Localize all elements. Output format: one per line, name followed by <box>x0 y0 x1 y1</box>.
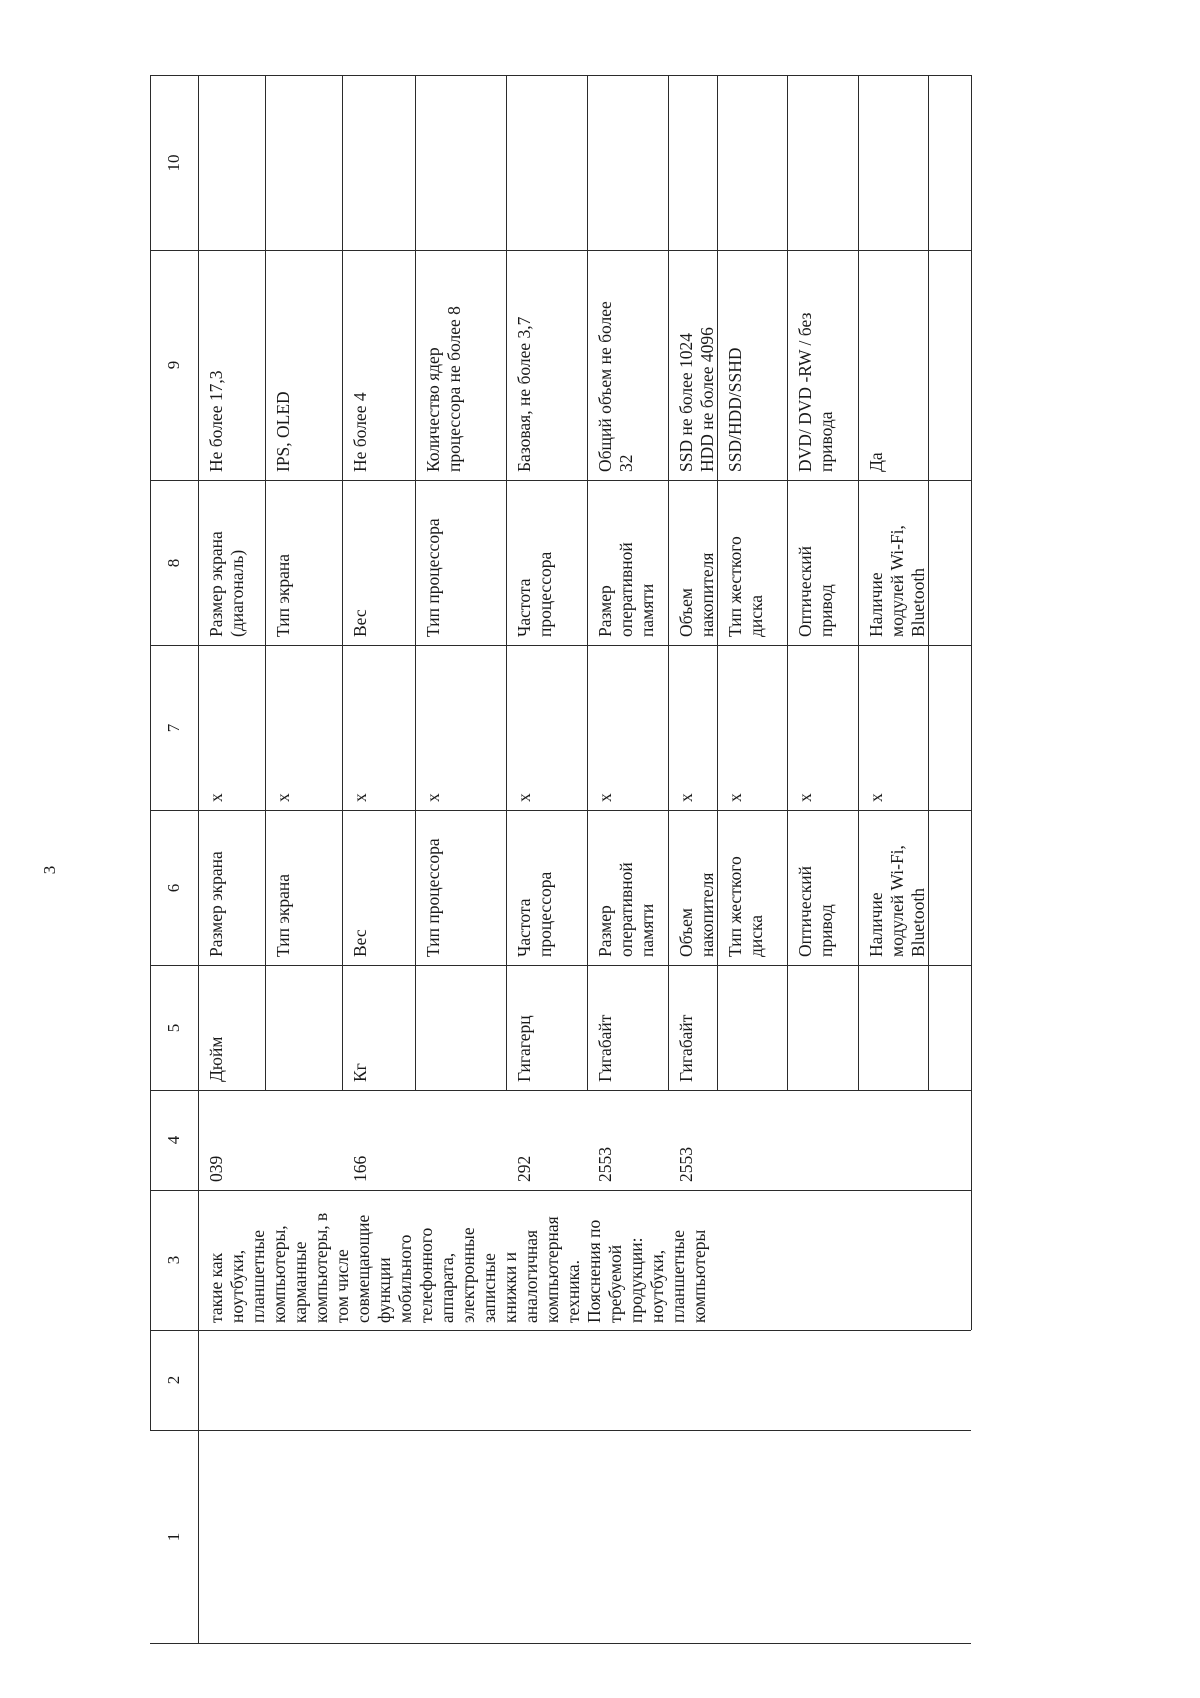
cell-r6-col-9: Общий объем не более 32 <box>595 301 636 472</box>
column-header-6: 6 <box>164 883 183 892</box>
cell-r2-col-7: x <box>273 793 293 802</box>
table-rule <box>150 965 971 966</box>
cell-r5-col-8: Частота процессора <box>514 551 555 637</box>
cell-r5-col-9: Базовая, не более 3,7 <box>514 316 534 472</box>
cell-r5-col-4: 292 <box>514 1155 534 1182</box>
cell-r8-col-7: x <box>725 793 745 802</box>
cell-r6-col-5: Гигабайт <box>595 1014 615 1082</box>
specification-table <box>150 75 971 1643</box>
cell-r4-col-7: x <box>423 793 443 802</box>
cell-col-3: такие как ноутбуки, планшетные компьютеры, карманные компьютеры, в том числе совмещающие функции мобильного телефонного аппарата, электронные записные книжки и аналогичная компьютерная техника. Пояснения по требуемой продукции: ноутбуки, планшетные компьютеры <box>206 1212 709 1323</box>
cell-r6-col-8: Размер оперативной памяти <box>595 542 657 637</box>
column-header-4: 4 <box>164 1135 183 1145</box>
cell-r7-col-5: Гигабайт <box>676 1014 696 1082</box>
table-rule <box>150 810 971 811</box>
table-rule <box>198 75 199 1643</box>
table-rule <box>787 75 788 1090</box>
cell-r8-col-6: Тип жесткого диска <box>725 856 766 957</box>
table-rule <box>150 75 151 1430</box>
table-rule <box>150 480 971 481</box>
cell-r3-col-6: Вес <box>350 929 370 957</box>
table-rule <box>265 75 266 1090</box>
cell-r5-col-5: Гигагерц <box>514 1015 534 1082</box>
cell-r3-col-7: x <box>350 793 370 802</box>
cell-r3-col-5: Кг <box>350 1063 370 1082</box>
cell-r10-col-8: Наличие модулей Wi-Fi, Bluetooth <box>866 525 928 637</box>
cell-r7-col-9: SSD не более 1024 HDD не более 4096 <box>676 327 717 472</box>
table-rule <box>150 1330 971 1331</box>
table-rule <box>150 1643 971 1644</box>
cell-r6-col-4: 2553 <box>595 1147 615 1182</box>
cell-r10-col-9: Да <box>866 452 886 472</box>
cell-r7-col-4: 2553 <box>676 1147 696 1182</box>
table-rule <box>150 1430 971 1431</box>
cell-r9-col-7: x <box>795 793 815 802</box>
cell-r2-col-8: Тип экрана <box>273 553 293 637</box>
column-header-1: 1 <box>164 1532 183 1541</box>
cell-r1-col-6: Размер экрана <box>206 851 226 957</box>
cell-r4-col-9: Количество ядер процессора не более 8 <box>423 306 464 472</box>
cell-r5-col-6: Частота процессора <box>514 871 555 957</box>
cell-r6-col-7: x <box>595 793 615 802</box>
cell-r1-col-5: Дюйм <box>206 1036 226 1082</box>
cell-r9-col-8: Оптический привод <box>795 545 836 637</box>
cell-r5-col-7: x <box>514 793 534 802</box>
table-rule <box>150 645 971 646</box>
cell-r8-col-9: SSD/HDD/SSHD <box>725 347 745 472</box>
cell-r6-col-6: Размер оперативной памяти <box>595 862 657 957</box>
column-header-2: 2 <box>164 1375 183 1385</box>
column-header-7: 7 <box>164 723 183 732</box>
cell-r2-col-6: Тип экрана <box>273 873 293 957</box>
page-number: 3 <box>40 865 59 875</box>
cell-r3-col-4: 166 <box>350 1155 370 1182</box>
table-rule <box>150 75 971 76</box>
table-rule <box>587 75 588 1090</box>
cell-r7-col-6: Объем накопителя <box>676 872 717 957</box>
cell-r9-col-6: Оптический привод <box>795 865 836 957</box>
cell-r1-col-4: 039 <box>206 1155 226 1182</box>
cell-r1-col-9: Не более 17,3 <box>206 370 226 472</box>
column-header-10: 10 <box>164 154 183 171</box>
cell-r4-col-6: Тип процессора <box>423 838 443 957</box>
table-rule <box>858 75 859 1090</box>
table-rule <box>506 75 507 1090</box>
table-rule <box>971 75 972 1330</box>
cell-r10-col-6: Наличие модулей Wi-Fi, Bluetooth <box>866 845 928 957</box>
column-header-8: 8 <box>164 558 183 567</box>
table-rule <box>342 75 343 1090</box>
column-header-3: 3 <box>164 1255 183 1265</box>
table-rule <box>415 75 416 1090</box>
cell-r2-col-9: IPS, OLED <box>273 391 293 472</box>
cell-r3-col-9: Не более 4 <box>350 392 370 472</box>
cell-r8-col-8: Тип жесткого диска <box>725 536 766 637</box>
table-rule <box>150 250 971 251</box>
table-rule <box>668 75 669 1090</box>
table-rule <box>150 1190 971 1191</box>
cell-r3-col-8: Вес <box>350 609 370 637</box>
cell-r9-col-9: DVD/ DVD -RW / без привода <box>795 312 836 472</box>
column-header-9: 9 <box>164 360 183 370</box>
cell-r1-col-7: x <box>206 793 226 802</box>
cell-r10-col-7: x <box>866 793 886 802</box>
cell-r7-col-7: x <box>676 793 696 802</box>
cell-r4-col-8: Тип процессора <box>423 518 443 637</box>
table-rule <box>150 1090 971 1091</box>
column-header-5: 5 <box>164 1023 183 1032</box>
cell-r1-col-8: Размер экрана (диагональ) <box>206 531 247 637</box>
cell-r7-col-8: Объем накопителя <box>676 552 717 637</box>
